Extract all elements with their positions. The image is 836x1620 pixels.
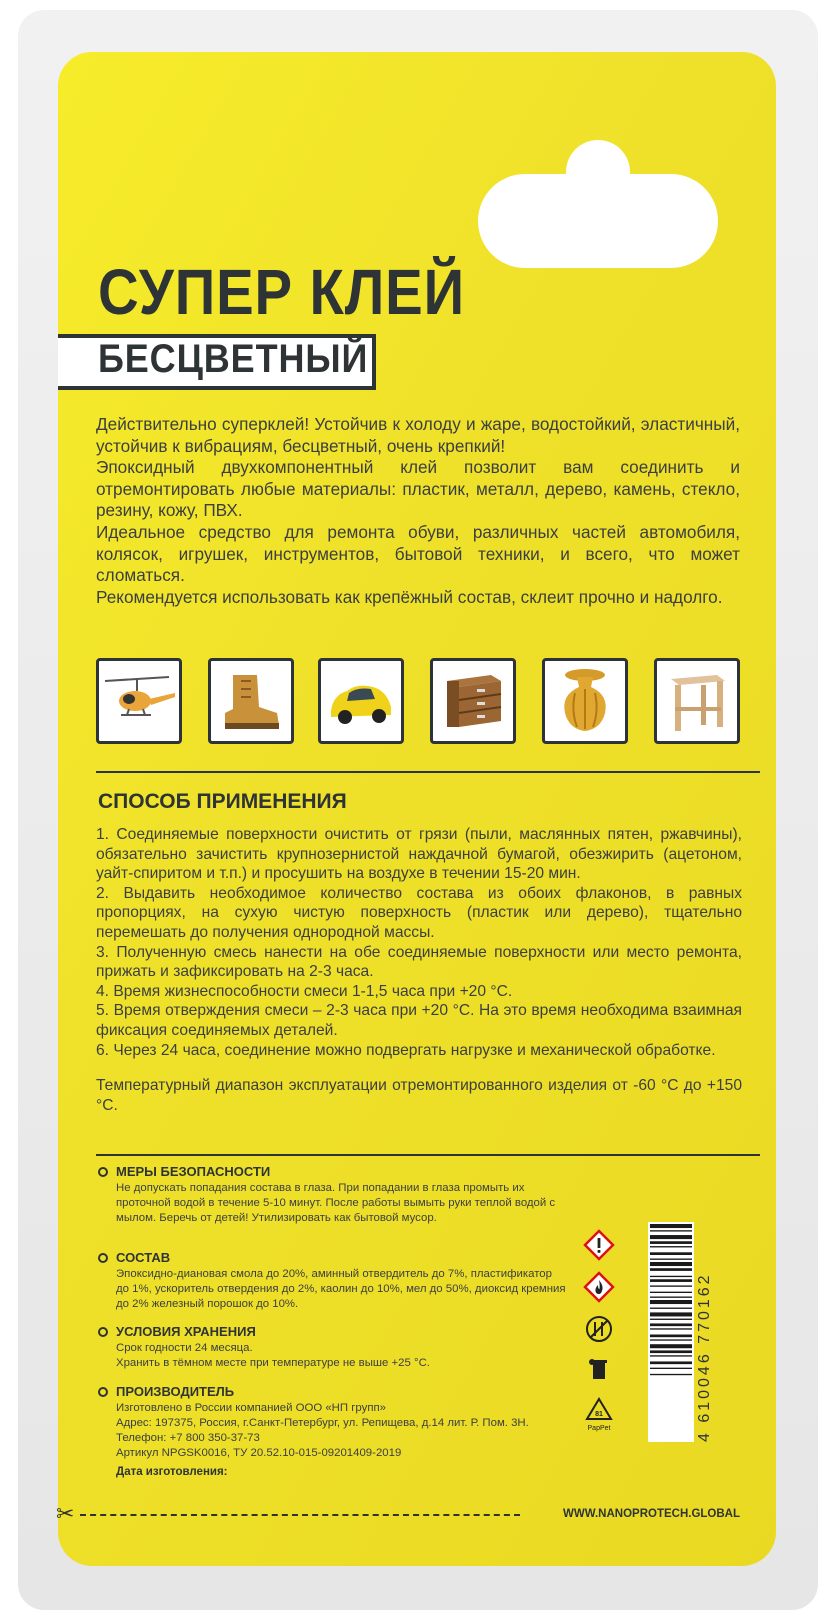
- intro-paragraph: Действительно суперклей! Устойчив к холоду и жаре, водостойкий, эластичный, устойчив к вибрациям, бесцветный, очень крепкий!: [96, 414, 740, 456]
- barcode-bar: [650, 1276, 692, 1277]
- step-item: 5. Время отверждения смеси – 2-3 часа при +20 °С. На это время необходима взаимная фиксация соединяемых деталей.: [96, 1002, 742, 1039]
- barcode-bar: [650, 1279, 692, 1282]
- svg-text:81: 81: [595, 1411, 603, 1418]
- step-item: 3. Полученную смесь нанести на обе соединяемые поверхности или место ремонта, прижать и зафиксировать на 2-3 часа.: [96, 943, 742, 981]
- temperature-note: Температурный диапазон эксплуатации отремонтированного изделия от -60 °С до +150 °С.: [96, 1077, 742, 1114]
- exclamation-hazard-icon: [584, 1230, 614, 1260]
- barcode-bar: [650, 1224, 692, 1228]
- barcode: [648, 1222, 698, 1442]
- safety-heading: МЕРЫ БЕЗОПАСНОСТИ: [96, 1164, 566, 1179]
- svg-text:PapPet: PapPet: [587, 1425, 611, 1432]
- barcode-bar: [650, 1300, 692, 1304]
- stool-icon: [654, 658, 740, 744]
- barcode-bar: [650, 1374, 692, 1375]
- barcode-bar: [650, 1312, 692, 1316]
- barcode-bar: [650, 1361, 692, 1364]
- barcode-bar: [650, 1355, 692, 1356]
- boot-icon: [208, 658, 294, 744]
- section-divider: [96, 771, 760, 773]
- barcode-bar: [650, 1328, 692, 1329]
- safety-section: [96, 1164, 566, 1226]
- trash-bin-icon: [584, 1354, 614, 1384]
- barcode-bar: [650, 1259, 692, 1260]
- storage-heading: УСЛОВИЯ ХРАНЕНИЯ: [96, 1324, 566, 1339]
- product-title: СУПЕР КЛЕЙ: [98, 256, 465, 328]
- manufacturer-section: [96, 1384, 566, 1461]
- barcode-bar: [650, 1319, 692, 1320]
- hang-hole: [478, 174, 718, 268]
- composition-text: Эпоксидно-диановая смола до 20%, аминный отвердитель до 7%, пластификатор до 1%, ускоритель отвердения до 2%, каолин до 10%, мел до 50%, диоксид кремния до 2% железный порошок до 10%.: [116, 1268, 566, 1310]
- usage-steps: [96, 825, 742, 1115]
- step-item: 4. Время жизнеспособности смеси 1-1,5 часа при +20 °С.: [96, 982, 513, 1000]
- step-item: 6. Через 24 часа, соединение можно подвергать нагрузке и механической обработке.: [96, 1041, 716, 1059]
- storage-section: [96, 1324, 566, 1371]
- barcode-bar: [650, 1350, 692, 1353]
- barcode-bar: [650, 1246, 692, 1247]
- manufacturer-heading: ПРОИЗВОДИТЕЛЬ: [96, 1384, 566, 1399]
- manufacturer-line: Изготовлено в России компанией ООО «НП групп»: [116, 1402, 386, 1414]
- barcode-bar: [650, 1308, 692, 1309]
- manufacturer-line: Адрес: 197375, Россия, г.Санкт-Петербург, ул. Репищева, д.14 лит. Р. Пом. 3Н. Телефон: +7 800 350-37-73: [116, 1417, 529, 1444]
- barcode-bar: [650, 1230, 692, 1231]
- barcode-bar: [650, 1323, 692, 1326]
- intro-paragraph: Идеальное средство для ремонта обуви, различных частей автомобиля, колясок, игрушек, инструментов, бытовой техники, и всего, что может сломаться.: [96, 521, 740, 586]
- step-item: 1. Соединяемые поверхности очистить от грязи (пыли, маслянных пятен, ржавчины), обязательно зачистить крупнозернистой наждачной бумагой, обезжирить (ацетоном, уайт-спиритом и т.п.) и просушить на воздухе в течении 15-20 мин.: [96, 826, 742, 883]
- composition-section: [96, 1250, 566, 1312]
- barcode-bar: [650, 1368, 692, 1369]
- barcode-bar: [650, 1344, 692, 1348]
- barcode-bar: [650, 1268, 692, 1271]
- intro-paragraph: Рекомендуется использовать как крепёжный состав, склеит прочно и надолго.: [96, 586, 723, 607]
- intro-text: [96, 414, 740, 608]
- barcode-bar: [650, 1235, 692, 1239]
- use-case-icons: [96, 658, 742, 748]
- drawer-cabinet-icon: [430, 658, 516, 744]
- cut-line: [80, 1514, 520, 1516]
- storage-line: Хранить в тёмном месте при температуре не выше +25 °С.: [116, 1357, 430, 1369]
- product-card: [58, 52, 776, 1566]
- barcode-bar: [650, 1292, 692, 1293]
- flame-hazard-icon: [584, 1272, 614, 1302]
- no-food-contact-icon: [584, 1314, 614, 1344]
- barcode-bar: [650, 1285, 692, 1286]
- storage-line: Срок годности 24 месяца.: [116, 1342, 253, 1354]
- manufacture-date-label: Дата изготовления:: [116, 1466, 228, 1478]
- product-subtitle: БЕСЦВЕТНЫЙ: [98, 337, 369, 381]
- section-divider: [96, 1154, 760, 1156]
- barcode-number: 4 610046 770162: [696, 1272, 713, 1442]
- barcode-bar: [650, 1262, 692, 1266]
- helicopter-icon: [96, 658, 182, 744]
- scissors-icon: ✂: [56, 1501, 75, 1526]
- barcode-bar: [650, 1339, 692, 1340]
- car-icon: [318, 658, 404, 744]
- method-title: СПОСОБ ПРИМЕНЕНИЯ: [98, 790, 347, 813]
- manufacturer-line: Артикул NPGSK0016, ТУ 20.52.10-015-09201409-2019: [116, 1447, 402, 1459]
- barcode-bar: [650, 1297, 692, 1298]
- website-url: WWW.NANOPROTECH.GLOBAL: [563, 1508, 740, 1520]
- recycle-pap-icon: [584, 1396, 614, 1436]
- composition-heading: СОСТАВ: [96, 1250, 566, 1265]
- step-item: 2. Выдавить необходимое количество состава из обоих флаконов, в равных пропорциях, на сухую чистую поверхность (пластик или дерево), тщательно перемешать до получения однородной массы.: [96, 884, 742, 941]
- barcode-bar: [650, 1241, 692, 1244]
- barcode-bar: [650, 1335, 692, 1338]
- safety-text: Не допускать попадания состава в глаза. При попадании в глаза промыть их проточной водой в течение 5-10 минут. После работы вымыть руки теплой водой с мылом. Беречь от детей! Утилизировать как бытовой мусор.: [116, 1182, 556, 1224]
- barcode-bar: [650, 1252, 692, 1255]
- vase-icon: [542, 658, 628, 744]
- intro-paragraph: Эпоксидный двухкомпонентный клей позволит вам соединить и отремонтировать любые материалы: пластик, металл, дерево, камень, стекло, резину, кожу, ПВХ.: [96, 457, 740, 521]
